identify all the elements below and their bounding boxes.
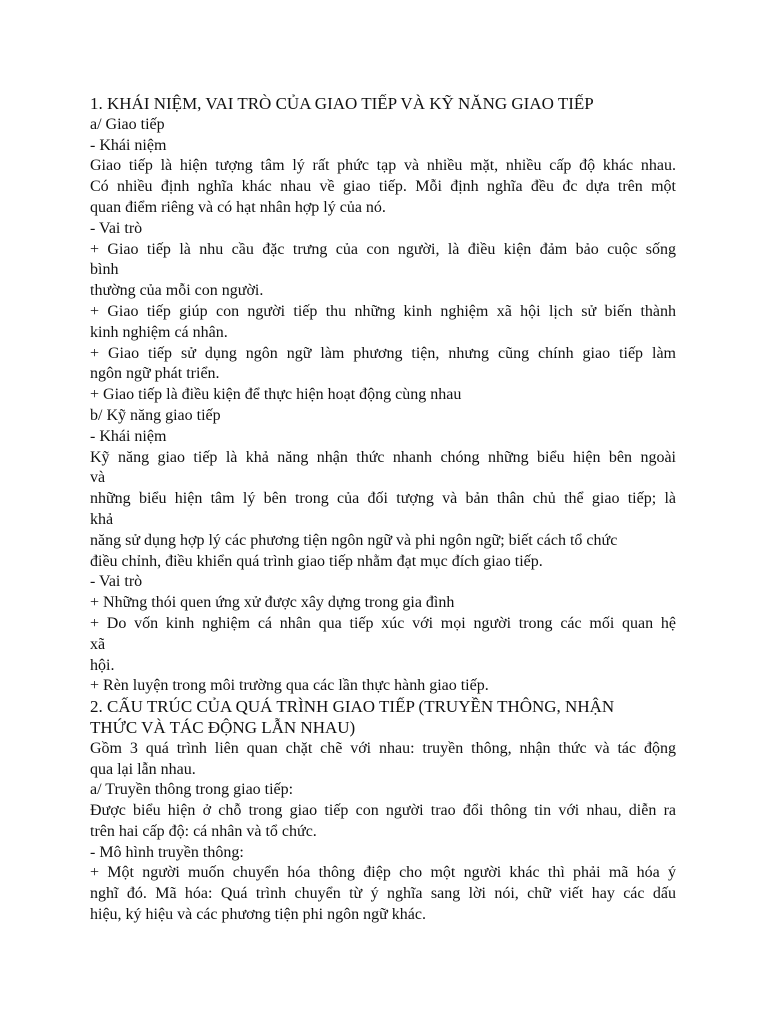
- text-line: qua lại lẫn nhau.: [90, 760, 196, 778]
- text-line: + Rèn luyện trong môi trường qua các lần thực hành giao tiếp.: [90, 677, 489, 695]
- document-page: [90, 94, 676, 926]
- text-line: + Một người muốn chuyển hóa thông điệp cho một người khác thì phải mã hóa ý: [90, 864, 676, 882]
- text-line: a/ Truyền thông trong giao tiếp:: [90, 781, 294, 799]
- text-line: Có nhiều định nghĩa khác nhau về giao tiếp. Mỗi định nghĩa đều đc dựa trên một: [90, 178, 676, 196]
- section-heading: 1. KHÁI NIỆM, VAI TRÒ CỦA GIAO TIẾP VÀ KỸ NĂNG GIAO TIẾP: [90, 94, 594, 113]
- text-line: hiệu, ký hiệu và các phương tiện phi ngôn ngữ khác.: [90, 906, 426, 924]
- section-heading: 2. CẤU TRÚC CỦA QUÁ TRÌNH GIAO TIẾP (TRUYỀN THÔNG, NHẬN: [90, 697, 615, 717]
- section-heading: THỨC VÀ TÁC ĐỘNG LẪN NHAU): [90, 717, 356, 737]
- text-line: điều chỉnh, điều khiển quá trình giao tiếp nhằm đạt mục đích giao tiếp.: [90, 552, 543, 570]
- text-line: Được biểu hiện ở chỗ trong giao tiếp con người trao đổi thông tin với nhau, diễn ra: [90, 802, 676, 820]
- text-line: - Khái niệm: [90, 427, 167, 445]
- text-line: - Khái niệm: [90, 136, 167, 154]
- text-line: + Những thói quen ứng xử được xây dựng trong gia đình: [90, 594, 455, 612]
- text-line: a/ Giao tiếp: [90, 115, 165, 133]
- text-line: + Giao tiếp là điều kiện để thực hiện hoạt động cùng nhau: [90, 386, 462, 404]
- text-line: + Giao tiếp là nhu cầu đặc trưng của con người, là điều kiện đảm bảo cuộc sống: [90, 240, 676, 258]
- text-line: - Mô hình truyền thông:: [90, 843, 244, 861]
- text-line: + Giao tiếp sử dụng ngôn ngữ làm phương tiện, nhưng cũng chính giao tiếp làm: [90, 344, 676, 362]
- text-line: xã: [90, 635, 106, 653]
- text-line: Giao tiếp là hiện tượng tâm lý rất phức tạp và nhiều mặt, nhiều cấp độ khác nhau.: [90, 157, 676, 175]
- text-line: khả: [90, 510, 114, 528]
- text-line: - Vai trò: [90, 573, 143, 591]
- text-line: + Do vốn kinh nghiệm cá nhân qua tiếp xúc với mọi người trong các mối quan hệ: [90, 614, 676, 632]
- text-line: Gồm 3 quá trình liên quan chặt chẽ với nhau: truyền thông, nhận thức và tác động: [90, 739, 676, 757]
- text-line: quan điểm riêng và có hạt nhân hợp lý của nó.: [90, 198, 386, 216]
- text-line: và: [90, 469, 106, 487]
- text-line: những biểu hiện tâm lý bên trong của đối tượng và bản thân chủ thể giao tiếp; là: [90, 490, 676, 508]
- text-line: năng sử dụng hợp lý các phương tiện ngôn ngữ và phi ngôn ngữ; biết cách tổ chức: [90, 531, 618, 549]
- text-line: nghĩ đó. Mã hóa: Quá trình chuyển từ ý nghĩa sang lời nói, chữ viết hay các dấu: [90, 885, 676, 903]
- text-line: ngôn ngữ phát triển.: [90, 365, 220, 383]
- text-line: bình: [90, 261, 119, 279]
- text-line: kinh nghiệm cá nhân.: [90, 323, 228, 341]
- text-line: + Giao tiếp giúp con người tiếp thu những kinh nghiệm xã hội lịch sử biến thành: [90, 302, 676, 320]
- text-line: trên hai cấp độ: cá nhân và tổ chức.: [90, 822, 317, 840]
- text-line: hội.: [90, 656, 115, 674]
- text-line: - Vai trò: [90, 219, 143, 237]
- text-line: thường của mỗi con người.: [90, 282, 264, 300]
- text-line: b/ Kỹ năng giao tiếp: [90, 406, 221, 424]
- text-line: Kỹ năng giao tiếp là khả năng nhận thức nhanh chóng những biểu hiện bên ngoài: [90, 448, 676, 466]
